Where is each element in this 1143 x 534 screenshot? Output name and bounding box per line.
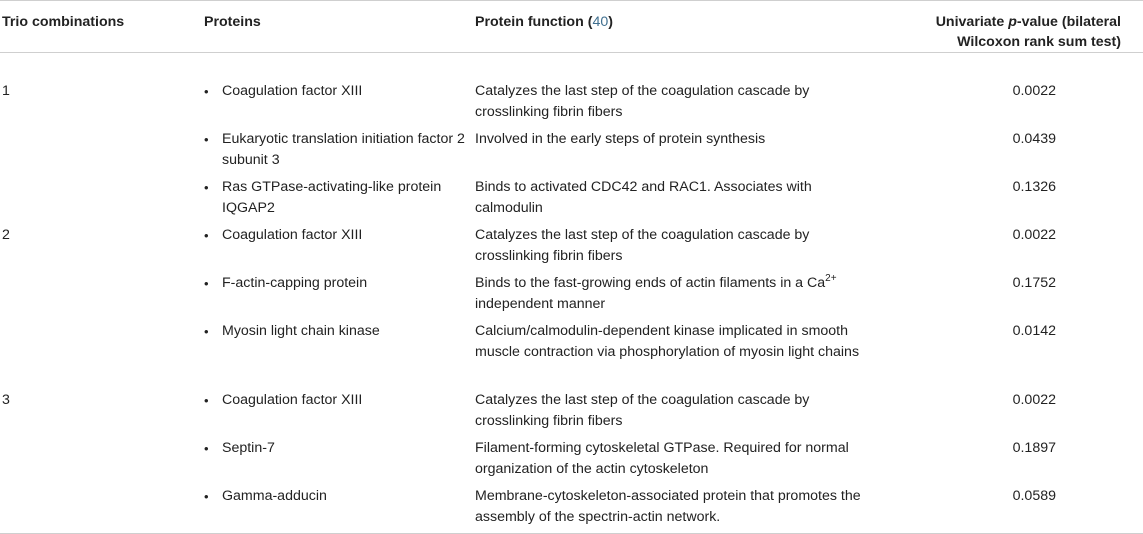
pvalue-cell: 0.0022: [1012, 391, 1056, 408]
header-pvalue-italic: p: [1008, 14, 1017, 30]
protein-name: Coagulation factor XIII: [222, 391, 363, 408]
function-cell: Catalyzes the last step of the coagulation cascade by crosslinking fibrin fibers: [475, 226, 810, 264]
table-row: [0, 273, 1143, 321]
protein-name: Gamma-adducin: [222, 487, 327, 504]
protein-name: Ras GTPase-activating-like protein IQGAP2: [222, 178, 442, 216]
header-function: [475, 1, 864, 53]
trio-cell: [0, 438, 204, 486]
function-cell: Membrane-cytoskeleton-associated protein that promotes the assembly of the spectrin-actin network.: [475, 487, 861, 525]
trio-cell: [0, 177, 204, 225]
bullet-icon: •: [204, 131, 209, 147]
header-pvalue: [864, 1, 1143, 53]
header-pvalue-pre: Univariate: [935, 14, 1009, 30]
protein-cell: [204, 438, 475, 486]
header-function-text: Protein function (: [475, 14, 593, 30]
table-row: [0, 225, 1143, 273]
bullet-icon: •: [204, 392, 209, 408]
protein-cell: [204, 225, 475, 273]
header-trio: Trio combinations: [2, 14, 125, 30]
protein-cell: [204, 53, 475, 129]
protein-cell: [204, 486, 475, 534]
protein-name: Septin-7: [222, 439, 275, 456]
pvalue-cell: 0.1326: [1012, 178, 1056, 195]
reference-link[interactable]: 40: [592, 14, 609, 30]
trio-cell: 2: [2, 226, 10, 243]
bullet-icon: •: [204, 323, 209, 339]
bullet-icon: •: [204, 84, 209, 99]
bullet-icon: •: [204, 440, 209, 456]
header-function-close: ): [608, 14, 613, 30]
function-text: Binds to the fast-growing ends of actin filaments in a Ca: [475, 274, 826, 291]
trio-cell: [0, 129, 204, 177]
header-proteins: Proteins: [204, 14, 261, 30]
superscript: 2+: [825, 272, 837, 284]
table-row: [0, 390, 1143, 438]
trio-cell: 1: [2, 83, 10, 99]
pvalue-cell: 0.0022: [1012, 83, 1056, 99]
protein-cell: [204, 177, 475, 225]
protein-cell: [204, 129, 475, 177]
pvalue-cell: 0.1897: [1012, 439, 1056, 456]
table-row: [0, 129, 1143, 177]
protein-cell: [204, 321, 475, 390]
pvalue-cell: 0.0589: [1012, 487, 1056, 504]
protein-cell: [204, 390, 475, 438]
trio-cell: 3: [2, 391, 10, 408]
function-cell: Binds to activated CDC42 and RAC1. Associates with calmodulin: [475, 178, 812, 216]
table-row: [0, 438, 1143, 486]
protein-cell: [204, 273, 475, 321]
bullet-icon: •: [204, 227, 209, 243]
trio-cell: [0, 321, 204, 390]
trio-cell: [0, 273, 204, 321]
table-row: [0, 177, 1143, 225]
function-cell: Filament-forming cytoskeletal GTPase. Required for normal organization of the actin cytoskeleton: [475, 439, 849, 477]
bullet-icon: •: [204, 179, 209, 195]
pvalue-cell: 0.0142: [1012, 322, 1056, 339]
protein-name: Coagulation factor XIII: [222, 226, 363, 243]
protein-name: F-actin-capping protein: [222, 274, 368, 291]
protein-name: Coagulation factor XIII: [222, 83, 363, 99]
function-cell: Involved in the early steps of protein synthesis: [475, 130, 766, 147]
function-cell: Catalyzes the last step of the coagulation cascade by crosslinking fibrin fibers: [475, 83, 810, 120]
pvalue-cell: 0.0022: [1012, 226, 1056, 243]
table-row: [0, 321, 1143, 390]
table-row: [0, 53, 1143, 129]
bullet-icon: •: [204, 488, 209, 504]
protein-name: Eukaryotic translation initiation factor 2 subunit 3: [222, 130, 465, 168]
table-row: [0, 486, 1143, 534]
pvalue-cell: 0.1752: [1012, 274, 1056, 291]
function-text-end: independent manner: [475, 295, 606, 312]
trio-cell: [0, 486, 204, 534]
header-pvalue-line2: Wilcoxon rank sum test): [957, 34, 1121, 50]
function-cell: [475, 273, 864, 321]
header-pvalue-post: -value (bilateral: [1016, 14, 1121, 30]
function-cell: Catalyzes the last step of the coagulation cascade by crosslinking fibrin fibers: [475, 391, 810, 429]
function-cell: Calcium/calmodulin-dependent kinase implicated in smooth muscle contraction via phosphorylation of myosin light chains: [475, 322, 860, 360]
bullet-icon: •: [204, 275, 209, 291]
header-row: [0, 1, 1143, 53]
protein-name: Myosin light chain kinase: [222, 322, 380, 339]
pvalue-cell: 0.0439: [1012, 130, 1056, 147]
